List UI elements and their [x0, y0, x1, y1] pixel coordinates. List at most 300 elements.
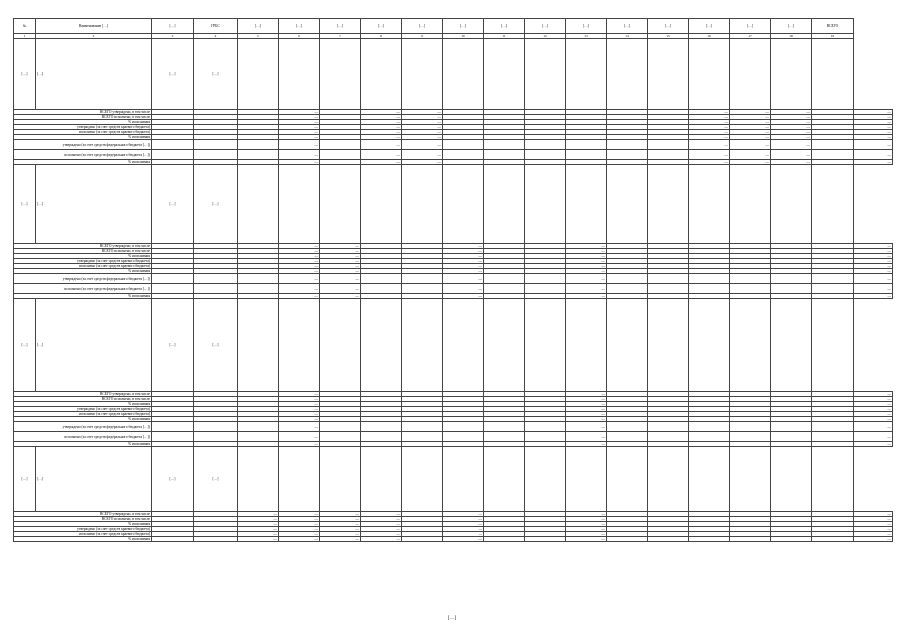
row-label: % исполнения [14, 537, 152, 542]
value-cell [320, 150, 361, 160]
column-number: 11 [484, 34, 525, 39]
value-cell [689, 39, 730, 110]
value-cell: — [279, 522, 320, 527]
value-cell [525, 39, 566, 110]
value-cell: — [854, 397, 893, 402]
value-cell: — [566, 522, 607, 527]
value-cell [648, 447, 689, 512]
value-cell [607, 537, 648, 542]
row-label: % исполнения [14, 254, 152, 259]
value-cell: — [854, 512, 893, 517]
value-cell: — [854, 110, 893, 115]
value-cell: — [402, 135, 443, 140]
column-number: 6 [279, 34, 320, 39]
value-cell [566, 447, 607, 512]
value-cell [443, 432, 484, 442]
value-cell: — [566, 527, 607, 532]
value-cell: — [566, 269, 607, 274]
value-cell: — [771, 135, 812, 140]
value-cell [689, 284, 730, 294]
value-cell: — [854, 537, 893, 542]
value-cell: — [320, 532, 361, 537]
value-cell: — [566, 284, 607, 294]
value-cell: — [771, 140, 812, 150]
row-label: ВСЕГО исполнено, в том числе [14, 249, 152, 254]
value-cell: — [320, 517, 361, 522]
empty-cell [194, 274, 238, 284]
value-cell: — [320, 537, 361, 542]
value-cell: — [854, 264, 893, 269]
value-cell: — [402, 140, 443, 150]
value-cell: — [238, 532, 279, 537]
value-cell: — [279, 417, 320, 422]
value-cell: — [279, 532, 320, 537]
row-label: % исполнения [14, 120, 152, 125]
value-cell [320, 140, 361, 150]
value-cell [361, 422, 402, 432]
grbs-name: […] [194, 299, 238, 392]
row-label: утверждено (за счет средств федерального бюджета […]) [14, 140, 152, 150]
value-cell: — [279, 407, 320, 412]
value-cell: — [854, 254, 893, 259]
value-cell: — [320, 512, 361, 517]
value-cell: — [279, 120, 320, 125]
column-header: […] [320, 19, 361, 34]
value-cell: — [689, 150, 730, 160]
program-code: […] [152, 299, 194, 392]
value-cell: — [443, 284, 484, 294]
value-cell: — [361, 512, 402, 517]
header-row [14, 19, 893, 34]
value-cell [689, 422, 730, 432]
value-cell [812, 150, 854, 160]
program-row [14, 299, 893, 392]
value-cell [361, 165, 402, 244]
program-description: […] [36, 39, 152, 110]
value-cell [648, 140, 689, 150]
value-cell: — [361, 115, 402, 120]
value-cell [484, 284, 525, 294]
value-cell: — [854, 244, 893, 249]
empty-cell [194, 432, 238, 442]
row-label: % исполнения [14, 294, 152, 299]
value-cell [607, 284, 648, 294]
value-cell: — [566, 442, 607, 447]
value-cell [812, 432, 854, 442]
value-cell [730, 274, 771, 284]
program-number: […] [14, 39, 36, 110]
row-label: % исполнения [14, 160, 152, 165]
value-cell [443, 447, 484, 512]
column-header: […] [525, 19, 566, 34]
value-cell [238, 140, 279, 150]
row-label: исполнено (за счет средств федерального бюджета […]) [14, 284, 152, 294]
value-cell [607, 299, 648, 392]
value-cell: — [402, 160, 443, 165]
value-cell [443, 140, 484, 150]
row-label: утверждено (за счет средств краевого бюджета) [14, 125, 152, 130]
value-cell [607, 432, 648, 442]
empty-cell [152, 537, 194, 542]
value-cell [566, 140, 607, 150]
value-cell [566, 165, 607, 244]
value-cell: — [854, 115, 893, 120]
value-cell [525, 284, 566, 294]
value-cell: — [279, 259, 320, 264]
column-header: […] [484, 19, 525, 34]
value-cell [238, 39, 279, 110]
value-cell: — [566, 264, 607, 269]
budget-row [14, 284, 893, 294]
value-cell: — [402, 125, 443, 130]
value-cell [771, 165, 812, 244]
column-number: 1 [14, 34, 36, 39]
row-label: исполнено (за счет средств федерального бюджета […]) [14, 432, 152, 442]
value-cell: — [566, 402, 607, 407]
value-cell: — [443, 264, 484, 269]
value-cell: — [402, 150, 443, 160]
value-cell [320, 39, 361, 110]
value-cell: — [238, 512, 279, 517]
value-cell: — [854, 249, 893, 254]
value-cell: — [443, 274, 484, 284]
value-cell [607, 422, 648, 432]
empty-cell [152, 422, 194, 432]
value-cell: — [279, 269, 320, 274]
value-cell: — [238, 527, 279, 532]
column-number: 16 [689, 34, 730, 39]
value-cell: — [854, 140, 893, 150]
value-cell: — [443, 294, 484, 299]
value-cell: — [854, 392, 893, 397]
column-header: […] [730, 19, 771, 34]
value-cell: — [279, 115, 320, 120]
value-cell [525, 140, 566, 150]
program-row [14, 165, 893, 244]
value-cell [771, 447, 812, 512]
value-cell: — [771, 150, 812, 160]
value-cell: — [566, 517, 607, 522]
empty-cell [194, 422, 238, 432]
value-cell [607, 150, 648, 160]
value-cell [607, 274, 648, 284]
value-cell: — [279, 150, 320, 160]
program-number: […] [14, 447, 36, 512]
value-cell: — [566, 412, 607, 417]
column-number: 4 [194, 34, 238, 39]
value-cell: — [443, 527, 484, 532]
value-cell: — [320, 527, 361, 532]
value-cell: — [320, 264, 361, 269]
value-cell: — [443, 259, 484, 264]
program-description: […] [36, 165, 152, 244]
empty-cell [152, 150, 194, 160]
column-number: 9 [402, 34, 443, 39]
value-cell: — [854, 150, 893, 160]
value-cell [771, 422, 812, 432]
value-cell: — [566, 512, 607, 517]
value-cell [689, 299, 730, 392]
value-cell: — [320, 294, 361, 299]
row-label: ВСЕГО утверждено, в том числе [14, 392, 152, 397]
value-cell [566, 150, 607, 160]
value-cell [812, 299, 854, 392]
value-cell [771, 432, 812, 442]
column-number: 14 [607, 34, 648, 39]
row-label: ВСЕГО утверждено, в том числе [14, 110, 152, 115]
value-cell [648, 537, 689, 542]
value-cell [730, 39, 771, 110]
value-cell [443, 165, 484, 244]
value-cell: — [566, 422, 607, 432]
value-cell [402, 422, 443, 432]
value-cell [566, 299, 607, 392]
value-cell: — [279, 284, 320, 294]
row-label: % исполнения [14, 522, 152, 527]
column-header: […] [607, 19, 648, 34]
value-cell [402, 165, 443, 244]
value-cell [771, 39, 812, 110]
value-cell: — [279, 392, 320, 397]
value-cell: — [361, 110, 402, 115]
value-cell: — [361, 140, 402, 150]
value-cell [730, 422, 771, 432]
grbs-name: […] [194, 447, 238, 512]
value-cell [484, 39, 525, 110]
column-header: […] [689, 19, 730, 34]
program-description: […] [36, 299, 152, 392]
value-cell [648, 165, 689, 244]
value-cell: — [854, 274, 893, 284]
value-cell: — [730, 130, 771, 135]
value-cell [238, 432, 279, 442]
empty-cell [194, 284, 238, 294]
column-header: […] [402, 19, 443, 34]
value-cell [238, 165, 279, 244]
value-cell [648, 299, 689, 392]
value-cell: — [730, 115, 771, 120]
column-number: 5 [238, 34, 279, 39]
value-cell: — [771, 110, 812, 115]
value-cell [689, 432, 730, 442]
column-number: 8 [361, 34, 402, 39]
value-cell [648, 422, 689, 432]
budget-row [14, 140, 893, 150]
column-number: 7 [320, 34, 361, 39]
value-cell: — [689, 120, 730, 125]
value-cell: — [854, 412, 893, 417]
program-row [14, 447, 893, 512]
value-cell [525, 447, 566, 512]
column-number: 18 [771, 34, 812, 39]
empty-cell [194, 140, 238, 150]
value-cell [320, 165, 361, 244]
value-cell [279, 447, 320, 512]
value-cell: — [854, 422, 893, 432]
value-cell: — [854, 269, 893, 274]
value-cell: — [320, 522, 361, 527]
value-cell: — [730, 135, 771, 140]
budget-row [14, 432, 893, 442]
row-label: утверждено (за счет средств краевого бюджета) [14, 527, 152, 532]
value-cell: — [279, 244, 320, 249]
value-cell [648, 39, 689, 110]
budget-row [14, 274, 893, 284]
column-header: Наименование […] [36, 19, 152, 34]
value-cell: — [854, 532, 893, 537]
value-cell [238, 274, 279, 284]
value-cell: — [279, 274, 320, 284]
value-cell: — [361, 537, 402, 542]
empty-cell [194, 537, 238, 542]
value-cell [402, 274, 443, 284]
value-cell: — [361, 125, 402, 130]
value-cell [812, 165, 854, 244]
value-cell [484, 165, 525, 244]
value-cell [648, 274, 689, 284]
value-cell [689, 537, 730, 542]
value-cell: — [279, 402, 320, 407]
value-cell: — [279, 130, 320, 135]
value-cell [812, 284, 854, 294]
column-number: 15 [648, 34, 689, 39]
value-cell [730, 299, 771, 392]
value-cell: — [443, 269, 484, 274]
value-cell: — [320, 274, 361, 284]
row-label: исполнено (за счет средств краевого бюджета) [14, 532, 152, 537]
value-cell: — [730, 110, 771, 115]
row-label: ВСЕГО утверждено, в том числе [14, 244, 152, 249]
value-cell [484, 422, 525, 432]
row-label: исполнено (за счет средств краевого бюджета) [14, 264, 152, 269]
row-label: утверждено (за счет средств краевого бюджета) [14, 259, 152, 264]
value-cell [730, 537, 771, 542]
budget-execution-table [13, 18, 893, 542]
value-cell: — [279, 254, 320, 259]
value-cell: — [854, 130, 893, 135]
value-cell: — [279, 110, 320, 115]
value-cell: — [730, 140, 771, 150]
value-cell [730, 165, 771, 244]
value-cell: — [730, 160, 771, 165]
value-cell: — [854, 402, 893, 407]
column-number: 2 [36, 34, 152, 39]
value-cell [648, 284, 689, 294]
value-cell: — [566, 407, 607, 412]
value-cell: — [730, 120, 771, 125]
value-cell [648, 150, 689, 160]
grbs-name: […] [194, 39, 238, 110]
column-header: № [14, 19, 36, 34]
value-cell: — [320, 284, 361, 294]
program-row [14, 39, 893, 110]
value-cell: — [689, 125, 730, 130]
value-cell: — [854, 284, 893, 294]
column-header: […] [771, 19, 812, 34]
value-cell: — [566, 532, 607, 537]
value-cell: — [361, 532, 402, 537]
program-number: […] [14, 299, 36, 392]
value-cell [525, 299, 566, 392]
grbs-name: […] [194, 165, 238, 244]
value-cell: — [566, 244, 607, 249]
value-cell: — [771, 125, 812, 130]
value-cell: — [689, 140, 730, 150]
value-cell: — [279, 422, 320, 432]
value-cell: — [854, 407, 893, 412]
value-cell: — [361, 527, 402, 532]
value-cell [320, 432, 361, 442]
value-cell [238, 284, 279, 294]
value-cell: — [279, 517, 320, 522]
value-cell [238, 299, 279, 392]
value-cell: — [279, 412, 320, 417]
page-number: […] [448, 616, 457, 621]
value-cell: — [689, 160, 730, 165]
column-header: […] [152, 19, 194, 34]
value-cell [320, 299, 361, 392]
empty-cell [152, 274, 194, 284]
value-cell: — [566, 392, 607, 397]
value-cell [443, 39, 484, 110]
value-cell [484, 537, 525, 542]
value-cell: — [854, 527, 893, 532]
empty-cell [152, 140, 194, 150]
value-cell [443, 150, 484, 160]
row-label: утверждено (за счет средств краевого бюджета) [14, 407, 152, 412]
value-cell [238, 150, 279, 160]
value-cell: — [361, 160, 402, 165]
program-description: […] [36, 447, 152, 512]
row-label: исполнено (за счет средств краевого бюджета) [14, 412, 152, 417]
value-cell: — [854, 294, 893, 299]
value-cell [812, 537, 854, 542]
value-cell: — [402, 120, 443, 125]
row-label: % исполнения [14, 442, 152, 447]
row-label: % исполнения [14, 402, 152, 407]
program-number: […] [14, 165, 36, 244]
column-header: ВСЕГО [812, 19, 854, 34]
value-cell [484, 447, 525, 512]
value-cell: — [320, 254, 361, 259]
value-cell: — [443, 517, 484, 522]
empty-cell [152, 284, 194, 294]
value-cell: — [279, 140, 320, 150]
column-header: […] [238, 19, 279, 34]
value-cell: — [443, 512, 484, 517]
value-cell: — [402, 130, 443, 135]
value-cell: — [443, 537, 484, 542]
value-cell: — [689, 115, 730, 120]
value-cell: — [854, 120, 893, 125]
value-cell [525, 422, 566, 432]
value-cell [812, 39, 854, 110]
value-cell [361, 432, 402, 442]
value-cell: — [361, 130, 402, 135]
row-label: утверждено (за счет средств федерального бюджета […]) [14, 274, 152, 284]
value-cell [402, 284, 443, 294]
value-cell: — [279, 264, 320, 269]
value-cell [648, 432, 689, 442]
value-cell: — [320, 259, 361, 264]
row-label: % исполнения [14, 135, 152, 140]
value-cell [320, 422, 361, 432]
value-cell: — [361, 150, 402, 160]
value-cell [607, 447, 648, 512]
value-cell [771, 299, 812, 392]
value-cell: — [279, 432, 320, 442]
value-cell: — [279, 294, 320, 299]
